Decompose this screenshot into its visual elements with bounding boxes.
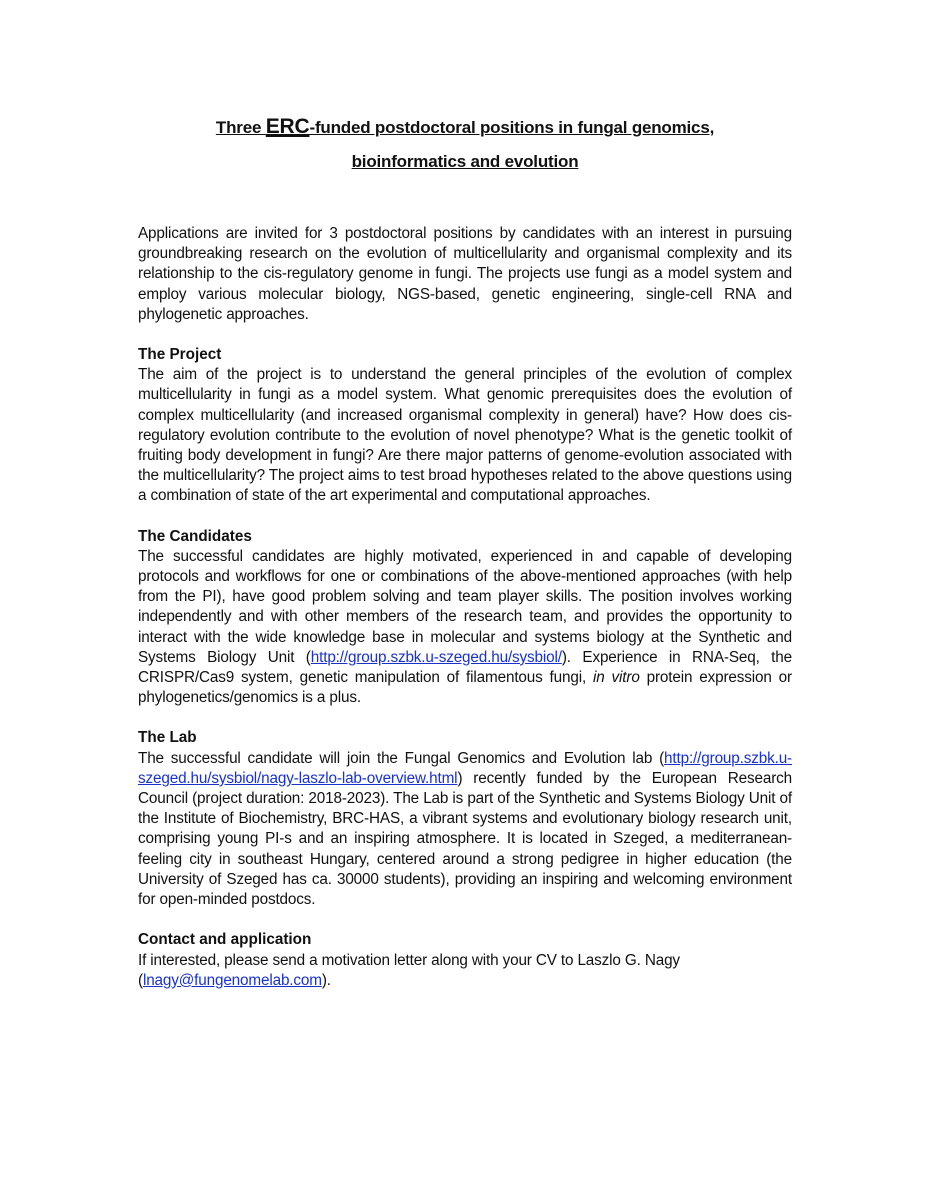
italic-text: in vitro: [593, 669, 640, 687]
body-text: The successful candidate will join the Fungal Genomics and Evolution lab (: [138, 749, 665, 767]
email-link[interactable]: lnagy@fungenomelab.com: [142, 971, 322, 989]
section-body: [138, 547, 792, 709]
section-heading: Contact and application: [138, 931, 312, 949]
title-line-1: [215, 115, 715, 138]
document-page: [138, 0, 792, 991]
title-prefix: Three: [215, 118, 266, 137]
body-text: If interested, please send a motivation letter along with your CV to Laszlo G. Nagy (: [138, 951, 680, 989]
section-lab: [138, 728, 792, 910]
body-text: protein expression or phylogenetics/genomics is a plus.: [138, 669, 792, 707]
title-erc: ERC: [265, 115, 310, 138]
title-rest: -funded postdoctoral positions in fungal genomics,: [309, 118, 715, 137]
section-heading: The Lab: [138, 729, 197, 747]
section-heading: The Project: [138, 346, 222, 364]
title-line-2: bioinformatics and evolution: [351, 152, 579, 171]
lab-overview-link[interactable]: http://group.szbk.u-szeged.hu/sysbiol/nagy-laszlo-lab-overview.html: [138, 749, 792, 787]
section-project: [138, 345, 792, 507]
section-contact: [138, 930, 792, 991]
body-text: The successful candidates are highly motivated, experienced in and capable of developing protocols and workflows for one or combinations of the above-mentioned approaches (with help from the PI), have good problem solving and team player skills. The position involves working independently and with other members of the research team, and provides the opportunity to interact with the wide knowledge base in molecular and systems biology at the Synthetic and Systems Biology Unit (: [138, 547, 792, 666]
body-text: ) recently funded by the European Research Council (project duration: 2018-2023). The Lab is part of the Synthetic and Systems Biology Unit of the Institute of Biochemistry, BRC-HAS, a vibrant systems and evolutionary biology research unit, comprising young PI-s and an inspiring atmosphere. It is located in Szeged, a mediterranean-feeling city in southeast Hungary, centered around a strong pedigree in higher education (the University of Szeged has ca. 30000 students), providing an inspiring and welcoming environment for open-minded postdocs.: [138, 769, 792, 909]
body-text: ).: [321, 971, 331, 989]
body-text: ). Experience in RNA-Seq, the CRISPR/Cas9 system, genetic manipulation of filamentous fungi,: [138, 648, 792, 687]
intro-paragraph: Applications are invited for 3 postdoctoral positions by candidates with an interest in pursuing groundbreaking research on the evolution of multicellularity and organismal complexity and its relationship to the cis-regulatory genome in fungi. The projects use fungi as a model system and employ various molecular biology, NGS-based, genetic engineering, single-cell RNA and phylogenetic approaches.: [138, 225, 792, 323]
section-body: [138, 749, 792, 911]
section-candidates: [138, 527, 792, 709]
page-title: [138, 110, 792, 179]
sysbiol-link[interactable]: http://group.szbk.u-szeged.hu/sysbiol/: [310, 648, 562, 666]
section-heading: The Candidates: [138, 527, 252, 545]
section-body: The aim of the project is to understand the general principles of the evolution of complex multicellularity in fungi as a model system. What genomic prerequisites does the evolution of complex multicellularity (and increased organismal complexity in general) have? How does cis-regulatory evolution contribute to the evolution of novel phenotype? What is the genetic toolkit of fruiting body development in fungi? Are there major patterns of genome-evolution associated with the multicellularity? The project aims to test broad hypotheses related to the above questions using a combination of state of the art experimental and computational approaches.: [138, 366, 792, 505]
section-body: [138, 951, 792, 991]
